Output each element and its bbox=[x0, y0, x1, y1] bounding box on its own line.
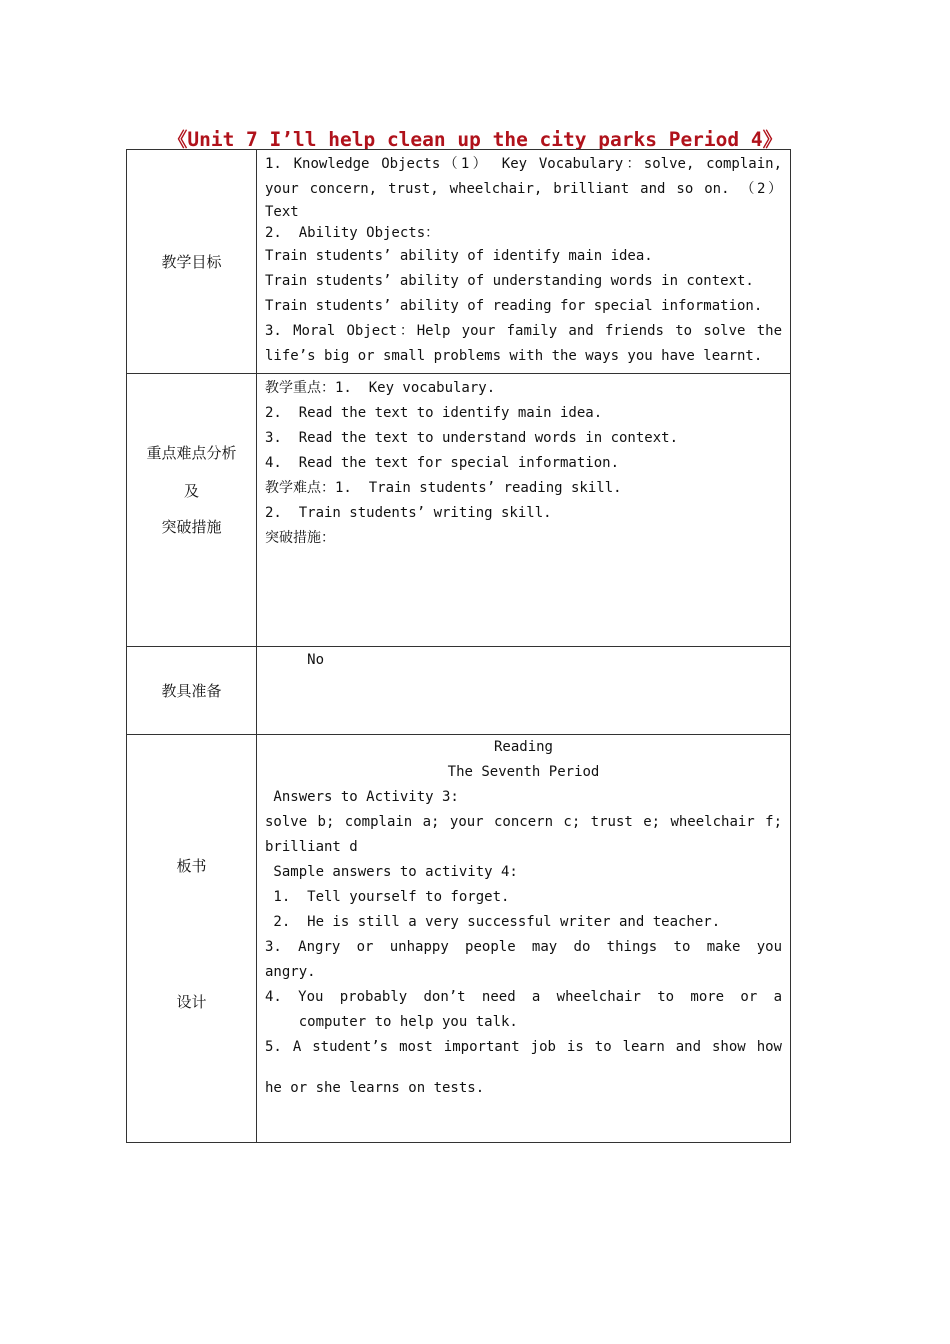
label-text: 重点难点分析 bbox=[146, 444, 237, 462]
text-line: The Seventh Period bbox=[447, 764, 600, 780]
row-label-teaching-aids bbox=[127, 647, 257, 735]
lesson-plan-table bbox=[126, 149, 791, 1143]
text-line: Train students’ ability of understanding words in context. bbox=[265, 273, 754, 289]
text-line: 3. Read the text to understand words in context. bbox=[265, 430, 679, 446]
row-content-key-points bbox=[257, 374, 791, 647]
row-content-blackboard-design bbox=[257, 735, 791, 1143]
row-label-key-points bbox=[127, 374, 257, 647]
text-line: your concern, trust, wheelchair, brilliant and so on. （2） bbox=[265, 181, 782, 197]
table-row-blackboard-design bbox=[127, 735, 791, 1143]
text-line: 2. He is still a very successful writer and teacher. bbox=[265, 914, 721, 930]
text-line: solve b; complain a; your concern c; trust e; wheelchair f; bbox=[265, 814, 782, 830]
row-label-objectives bbox=[127, 150, 257, 374]
text-line: 2. Ability Objects： bbox=[265, 225, 440, 241]
table-row-key-points bbox=[127, 374, 791, 647]
label-text: 突破措施 bbox=[161, 518, 222, 536]
text-line: Reading bbox=[493, 739, 553, 755]
text-line: he or she learns on tests. bbox=[265, 1080, 485, 1096]
text-line: 4. Read the text for special information. bbox=[265, 455, 620, 471]
row-content-objectives bbox=[257, 150, 791, 374]
row-content-teaching-aids bbox=[257, 647, 791, 735]
label-text: 教具准备 bbox=[161, 681, 222, 700]
table-row-teaching-aids bbox=[127, 647, 791, 735]
text-line: No bbox=[265, 652, 325, 668]
row-label-blackboard-design bbox=[127, 735, 257, 1143]
text-line: 2. Read the text to identify main idea. bbox=[265, 405, 603, 421]
text-line: 突破措施： bbox=[265, 530, 335, 546]
text-line: computer to help you talk. bbox=[265, 1014, 518, 1030]
label-text: 板书 bbox=[176, 856, 207, 875]
text-line: Train students’ ability of reading for special information. bbox=[265, 298, 763, 314]
text-line: Sample answers to activity 4: bbox=[265, 864, 518, 880]
label-text: 教学目标 bbox=[161, 252, 222, 271]
text-line: 5. A student’s most important job is to learn and show how bbox=[265, 1039, 782, 1055]
label-text: 及 bbox=[183, 482, 199, 500]
document-title: 《Unit 7 I’ll help clean up the city parks Period 4》 bbox=[167, 128, 783, 151]
text-line: 教学重点：1. Key vocabulary. bbox=[265, 380, 496, 396]
text-line: angry. bbox=[265, 964, 316, 980]
text-line: life’s big or small problems with the ways you have learnt. bbox=[265, 348, 763, 364]
text-line: 教学难点：1. Train students’ reading skill. bbox=[265, 480, 622, 496]
label-text: 设计 bbox=[176, 992, 207, 1011]
text-line: 1. Knowledge Objects（1） Key Vocabulary：solve, complain, bbox=[265, 156, 782, 172]
text-line: Train students’ ability of identify main idea. bbox=[265, 248, 653, 264]
table-row-objectives bbox=[127, 150, 791, 374]
text-line: 1. Tell yourself to forget. bbox=[265, 889, 510, 905]
text-line: 4. You probably don’t need a wheelchair to more or a bbox=[265, 989, 782, 1005]
text-line: 2. Train students’ writing skill. bbox=[265, 505, 552, 521]
text-line: 3. Angry or unhappy people may do things to make you bbox=[265, 939, 782, 955]
text-line: brilliant d bbox=[265, 839, 358, 855]
text-line: 3. Moral Object：Help your family and friends to solve the bbox=[265, 323, 782, 339]
text-line: Answers to Activity 3: bbox=[265, 789, 459, 805]
text-line: Text bbox=[265, 204, 299, 220]
